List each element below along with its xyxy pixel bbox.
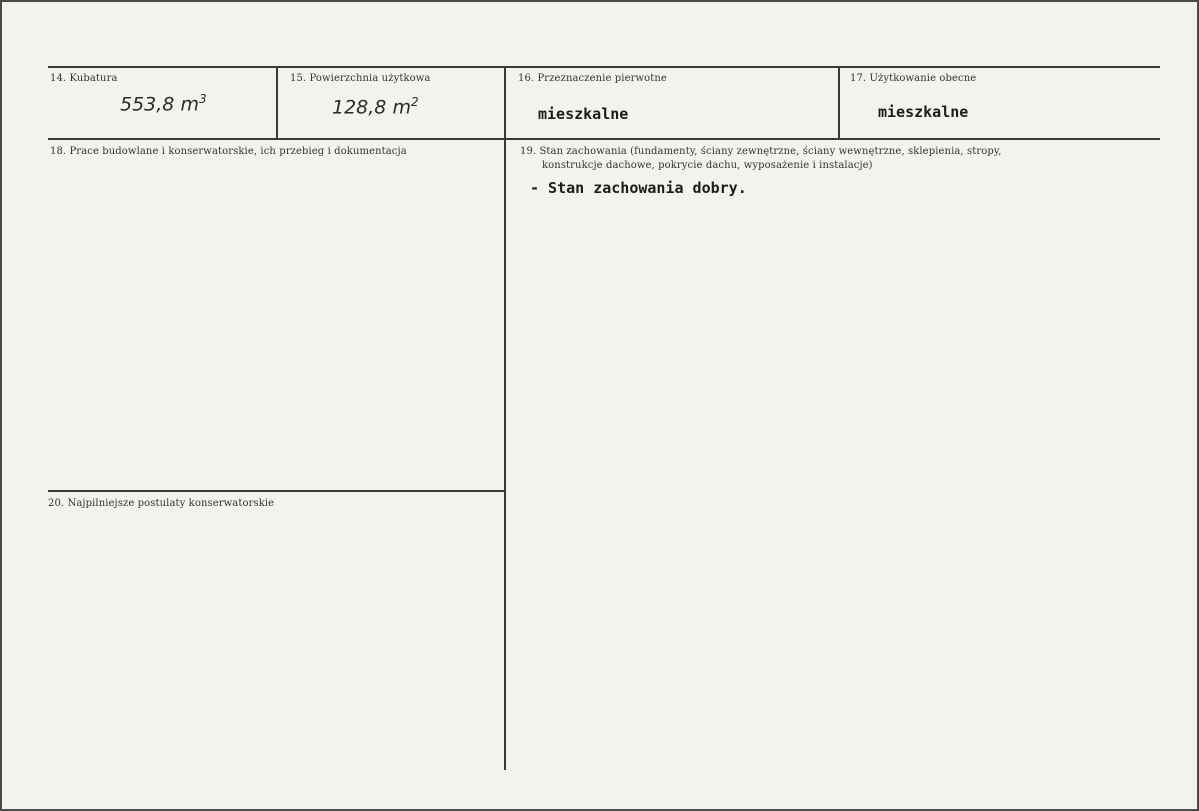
field-15-number: 128,8	[332, 96, 387, 119]
field-17-value: mieszkalne	[878, 103, 969, 121]
field-14-unit: m	[180, 93, 199, 116]
field-17-label: 17. Użytkowanie obecne	[850, 73, 977, 84]
field-16-value: mieszkalne	[538, 105, 629, 123]
field-20-label: 20. Najpilniejsze postulaty konserwatorskie	[48, 498, 275, 509]
field-14-number: 553,8	[120, 93, 175, 116]
divider-16-17	[838, 68, 840, 138]
field-14-label: 14. Kubatura	[50, 73, 118, 84]
field-14-value	[120, 92, 207, 115]
field-19-label-line2: konstrukcje dachowe, pokrycie dachu, wyposażenie i instalacje)	[542, 160, 873, 171]
field-19-label-line1: 19. Stan zachowania (fundamenty, ściany zewnętrzne, ściany wewnętrzne, sklepienia, stropy,	[520, 146, 1002, 157]
top-rule	[48, 66, 1160, 68]
field-15-exponent: 2	[410, 95, 419, 109]
field-15-value	[332, 95, 419, 118]
field-14-exponent: 3	[198, 92, 207, 106]
field-18-label: 18. Prace budowlane i konserwatorskie, ich przebieg i dokumentacja	[50, 146, 407, 157]
field-16-label: 16. Przeznaczenie pierwotne	[518, 73, 667, 84]
field-15-label: 15. Powierzchnia użytkowa	[290, 73, 431, 84]
divider-14-15	[276, 68, 278, 138]
field-19-value: - Stan zachowania dobry.	[530, 179, 747, 197]
divider-main	[504, 68, 506, 770]
middle-rule	[48, 138, 1160, 140]
field-15-unit: m	[392, 96, 411, 119]
record-card	[2, 2, 1197, 809]
section-20-rule	[48, 490, 504, 492]
